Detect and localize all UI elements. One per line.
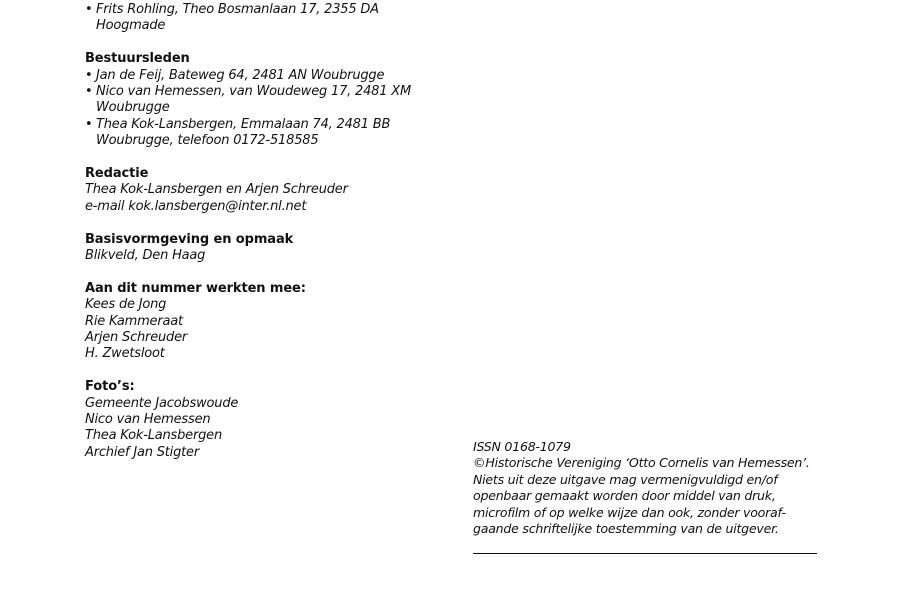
editorial-heading: Redactie	[85, 166, 149, 182]
board-heading: Bestuursleden	[85, 51, 190, 67]
photos-section	[85, 379, 445, 461]
contributor-name: H. Zwetsloot	[85, 346, 165, 362]
copyright-notice-line: gaande schriftelijke toestemming van de uitgever.	[473, 521, 779, 537]
editorial-email: e-mail kok.lansbergen@inter.nl.net	[85, 198, 307, 214]
bullet-line: Frits Rohling, Theo Bosmanlaan 17, 2355 DA	[96, 2, 379, 17]
contributor-name: Rie Kammeraat	[85, 313, 183, 329]
copyright-notice-line: openbaar gemaakt worden door middel van druk,	[473, 488, 776, 504]
photo-credit: Gemeente Jacobswoude	[85, 395, 239, 411]
copyright-line: ©Historische Vereniging ‘Otto Cornelis van Hemessen’.	[473, 455, 810, 471]
issn-line: ISSN 0168-1079	[473, 439, 571, 454]
bullet-item	[85, 84, 445, 117]
bullet-line: Hoogmade	[96, 18, 166, 34]
editorial-section	[85, 166, 445, 215]
bullet-icon: •	[85, 116, 93, 132]
photo-credit: Nico van Hemessen	[85, 412, 211, 428]
contributor-name: Arjen Schreuder	[85, 330, 188, 346]
bullet-item	[85, 68, 445, 84]
design-heading: Basisvormgeving en opmaak	[85, 231, 294, 247]
contributors-heading: Aan dit nummer werkten mee:	[85, 280, 306, 296]
photos-heading: Foto’s:	[85, 379, 135, 395]
footer-rule	[473, 553, 817, 554]
photo-credit: Archief Jan Stigter	[85, 444, 199, 460]
bullet-icon: •	[85, 2, 93, 17]
photo-credit: Thea Kok-Lansbergen	[85, 428, 223, 444]
contact-column	[85, 2, 445, 461]
bullet-icon: •	[85, 67, 93, 83]
bullet-item	[85, 117, 445, 150]
copyright-notice-line: Niets uit deze uitgave mag vermenigvuldigd en/of	[473, 471, 778, 487]
bullet-icon: •	[85, 84, 93, 100]
contributors-section	[85, 281, 445, 363]
bullet-line: Thea Kok-Lansbergen, Emmalaan 74, 2481 BB	[96, 116, 391, 132]
bullet-line: Nico van Hemessen, van Woudeweg 17, 2481 XM	[96, 84, 411, 100]
contributor-name: Kees de Jong	[85, 297, 167, 313]
design-line: Blikveld, Den Haag	[85, 248, 206, 264]
bullet-line: Jan de Feij, Bateweg 64, 2481 AN Woubrugge	[96, 67, 385, 83]
top-member-list	[85, 2, 445, 35]
colophon-block	[473, 439, 833, 537]
editorial-names: Thea Kok-Lansbergen en Arjen Schreuder	[85, 182, 348, 198]
board-section	[85, 51, 445, 149]
copyright-notice-line: microfilm of op welke wijze dan ook, zonder vooraf-	[473, 504, 786, 520]
bullet-item	[85, 2, 445, 35]
bullet-line: Woubrugge, telefoon 0172-518585	[96, 133, 319, 149]
bullet-line: Woubrugge	[96, 100, 170, 116]
design-section	[85, 232, 445, 265]
